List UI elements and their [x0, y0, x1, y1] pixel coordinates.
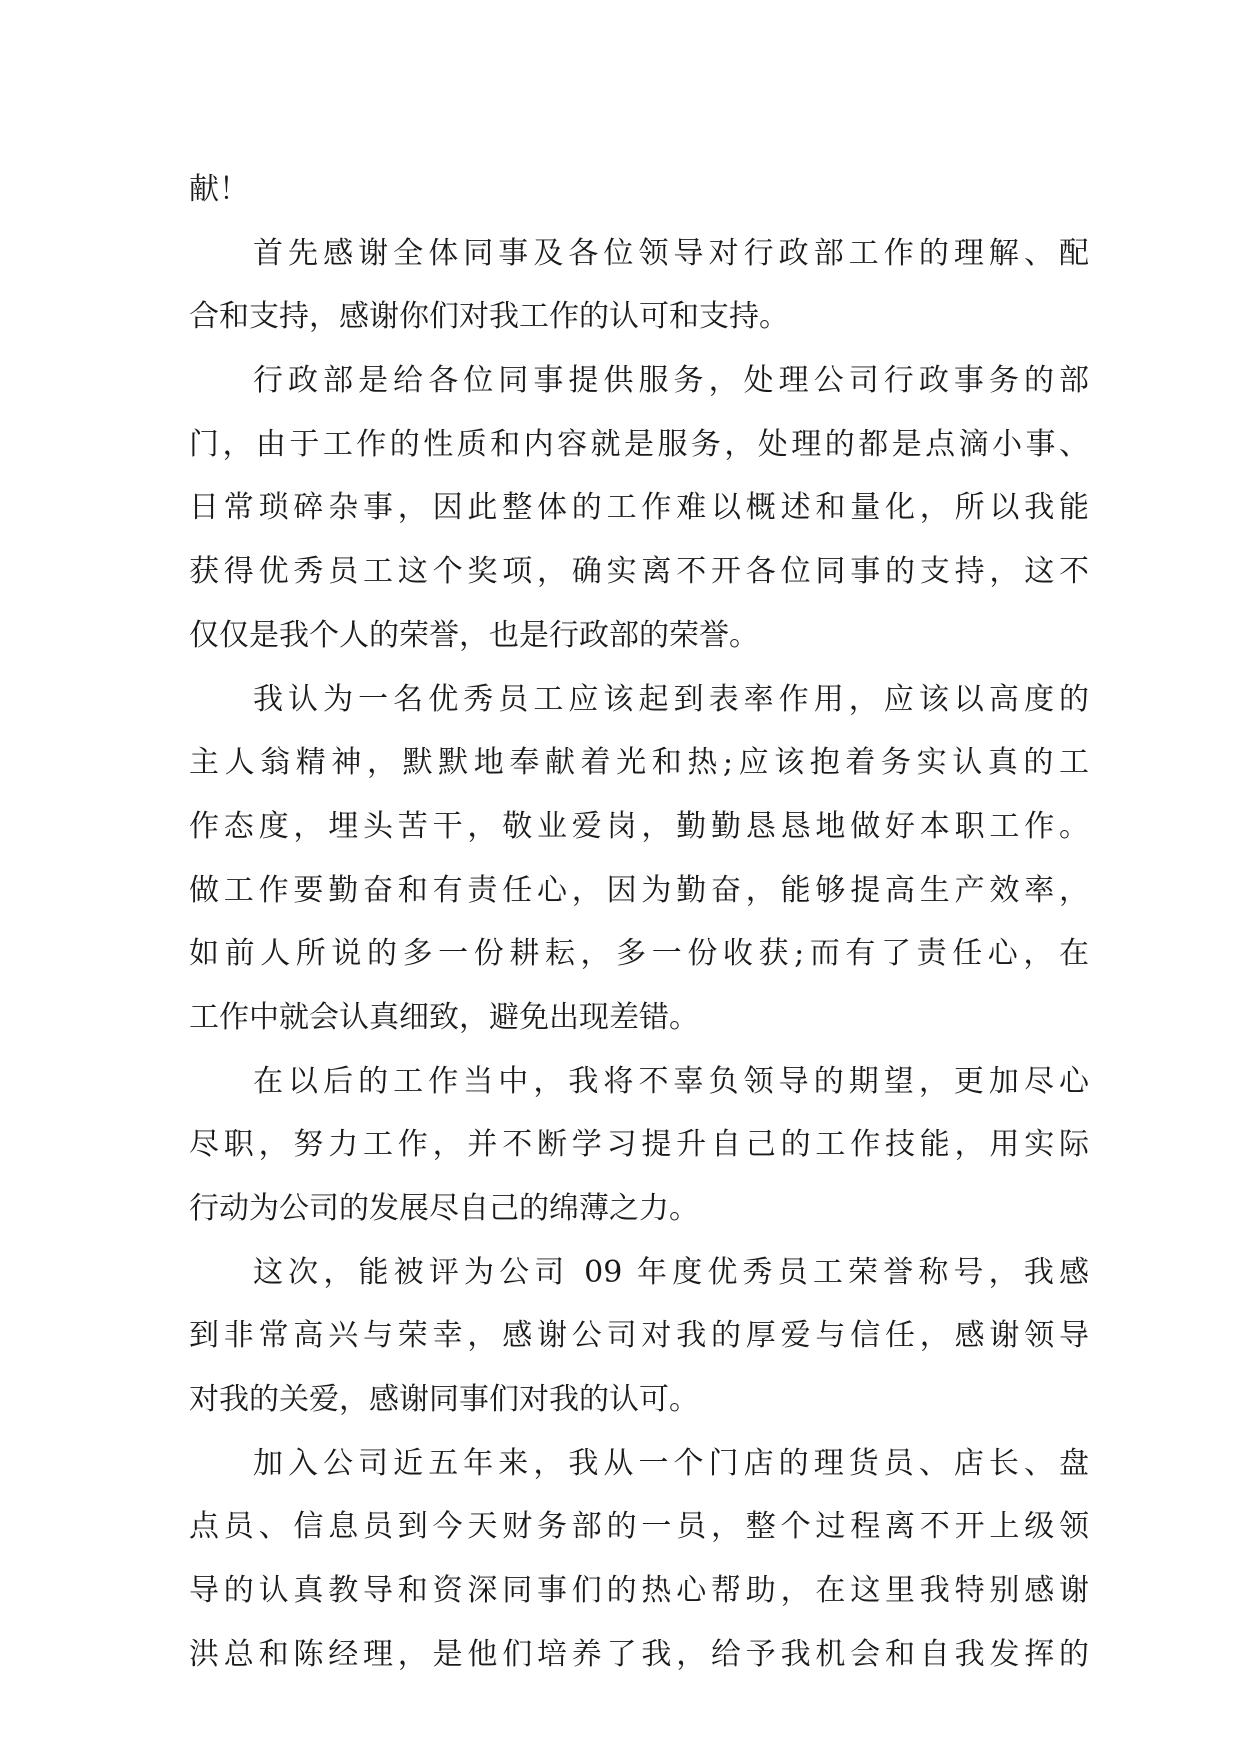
text-line: 做工作要勤奋和有责任心，因为勤奋，能够提高生产效率， — [189, 872, 1089, 908]
text-line: 行政部是给各位同事提供服务，处理公司行政事务的部 — [253, 363, 1089, 399]
text-line: 我认为一名优秀员工应该起到表率作用，应该以高度的 — [253, 681, 1089, 717]
text-line: 对我的关爱，感谢同事们对我的认可。 — [189, 1382, 699, 1418]
text-line: 这次，能被评为公司 09 年度优秀员工荣誉称号，我感 — [253, 1254, 1089, 1290]
text-line: 导的认真教导和资深同事们的热心帮助，在这里我特别感谢 — [189, 1573, 1089, 1609]
text-line: 首先感谢全体同事及各位领导对行政部工作的理解、配 — [253, 235, 1089, 271]
text-line: 洪总和陈经理，是他们培养了我，给予我机会和自我发挥的 — [189, 1636, 1089, 1672]
text-line: 合和支持，感谢你们对我工作的认可和支持。 — [189, 299, 789, 335]
text-line: 门，由于工作的性质和内容就是服务，处理的都是点滴小事、 — [189, 426, 1089, 462]
text-line: 尽职，努力工作，并不断学习提升自己的工作技能，用实际 — [189, 1127, 1089, 1163]
text-line: 点员、信息员到今天财务部的一员，整个过程离不开上级领 — [189, 1509, 1089, 1545]
text-line: 作态度，埋头苦干，敬业爱岗，勤勤恳恳地做好本职工作。 — [189, 808, 1089, 844]
text-line: 行动为公司的发展尽自己的绵薄之力。 — [189, 1191, 699, 1226]
text-line: 日常琐碎杂事，因此整体的工作难以概述和量化，所以我能 — [189, 490, 1089, 526]
document-body — [189, 158, 1089, 1687]
text-line: 工作中就会认真细致，避免出现差错。 — [189, 999, 699, 1035]
text-line: 如前人所说的多一份耕耘，多一份收获;而有了责任心，在 — [189, 936, 1089, 972]
text-line: 获得优秀员工这个奖项，确实离不开各位同事的支持，这不 — [189, 554, 1089, 590]
text-line: 到非常高兴与荣幸，感谢公司对我的厚爱与信任，感谢领导 — [189, 1318, 1089, 1354]
text-line: 主人翁精神，默默地奉献着光和热;应该抱着务实认真的工 — [189, 745, 1089, 781]
text-line: 仅仅是我个人的荣誉，也是行政部的荣誉。 — [189, 617, 759, 653]
text-line: 加入公司近五年来，我从一个门店的理货员、店长、盘 — [253, 1445, 1089, 1481]
text-line: 献！ — [189, 172, 249, 207]
text-line: 在以后的工作当中，我将不辜负领导的期望，更加尽心 — [253, 1063, 1089, 1099]
